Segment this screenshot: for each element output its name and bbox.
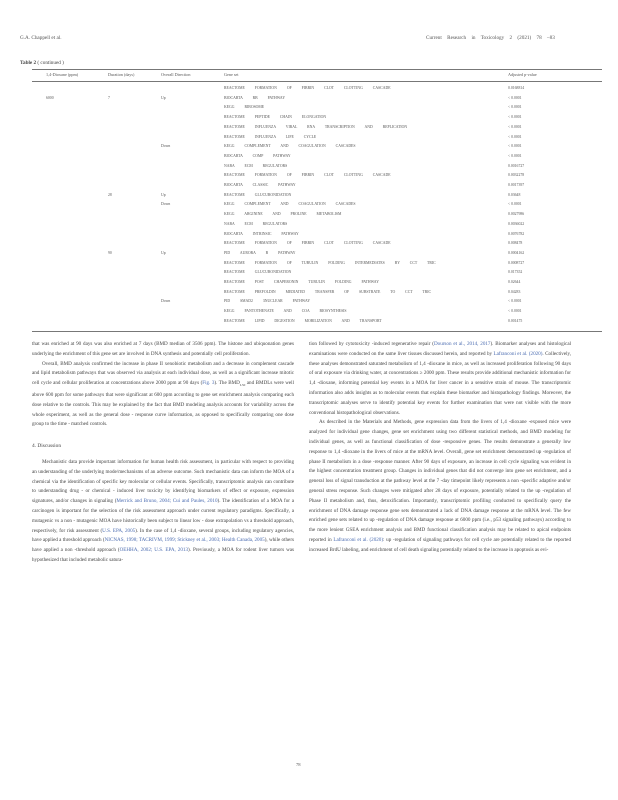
table-title (20, 60, 64, 66)
col-head-dose: 1,4-Dioxane (ppm) (46, 72, 79, 77)
text-run: ). The identification of a MOA for a carcinogen is important for the selection of the risk assessment approach under current regulatory paradigms. Specifically, a mutagenic vs a non - mutagenic MOA have historically been subject to linear low - dose extrapolation vs a threshold approach, respectively, for risk assessment ( (32, 498, 294, 534)
table-row (0, 86, 618, 93)
body-column-right (309, 340, 571, 556)
cell-direction: Down (161, 299, 171, 304)
cell-p-value: 0.02644 (508, 280, 521, 284)
citation-link[interactable]: U.S. EPA, 2005 (102, 527, 136, 534)
text-run: ). The BMD (214, 380, 240, 387)
section-heading-discussion: 4. Discussion (32, 443, 62, 450)
cell-p-value: 0.04283 (508, 289, 521, 294)
citation-link[interactable]: NICNAS, 1998; TACRIVM, 1999; Stickney et al., 2003; Health Canada, 2005 (104, 537, 265, 544)
table-row (0, 173, 618, 180)
cell-duration: 7 (108, 95, 110, 100)
table-row (0, 251, 618, 258)
cell-gene-set: REACTOME INFLUENZA LIFE CYCLE (224, 134, 317, 139)
cell-gene-set: REACTOME PEPTIDE CHAIN ELONGATION (224, 115, 327, 120)
text-run: : up -regulation of signaling pathways for cell cycle are potentially related to the reported increased BrdU labeling, and enrichment of cell death signaling potentially related to the increase in apoptosis as evi- (309, 536, 571, 553)
table-row (0, 135, 618, 142)
cell-p-value: < 0.0001 (508, 144, 522, 149)
table-row (0, 193, 618, 200)
paragraph (309, 418, 571, 555)
running-header-journal: Current Research in Toxicology 2 (2021) 78 –83 (426, 35, 555, 41)
table-row (0, 319, 618, 326)
table-row (0, 125, 618, 132)
table-row (0, 154, 618, 161)
paragraph: that was enriched at 90 days was also enriched at 7 days (BMD median of 3506 ppm). The histone and ubiquonation genes underlying the enrichment of this gene set are involved in DNA synthesis and potentially cell proliferation. (32, 341, 294, 357)
table-row (0, 164, 618, 171)
cell-gene-set: BIOCARTA CLASSIC PATHWAY (224, 183, 296, 187)
cell-direction: Down (161, 202, 171, 207)
table-row (0, 115, 618, 122)
cell-p-value: < 0.0001 (508, 134, 522, 139)
cell-gene-set: REACTOME FORMATION OF FIBRIN CLOT CLOTTING CASCADE (224, 173, 391, 178)
text-run: ). Previously, a MOA for rodent liver tumors was hypothesized that included metabolic satura- (32, 547, 294, 563)
cell-gene-set: BIOCARTA INTRINSIC PATHWAY (224, 231, 299, 236)
text-run: As described in the Materials and Methods, gene expression data from the livers of 1,4 -dioxane -exposed mice were analyzed for individual gene changes, gene set enrichment using two different statistical methods, and BMD modeling for individual genes, as well as functional classification of dose -responsive genes. The results demonstrate a generally low response to 1,4 -dioxane in the livers of mice at the mRNA level. Overall, gene set enrichment demonstrated up -regulation of phase II metabolism in a dose -response manner. After 90 days of exposure, an increase in cell cycle signaling was evident in the highest concentration treatment group. Changes in individual genes that did not converge into gene set enrichment, and a general loss of signal transduction at the pathway level at the 7 -day timepoint likely represents a non -specific adaptive and/or general stress response. Such changes were mitigated after 28 days of exposure, potentially related to the up -regulation of Phase II metabolism and, thus, detoxification. Importantly, transcriptomic profiling conducted to specifically query the enrichment of DNA damage response gene sets demonstrated a lack of DNA damage response at the mRNA level. The few enriched gene sets related to up -regulation of DNA damage response at 6000 ppm (i.e., p53 signaling pathways) according to the more lenient GSEA enrichment analysis and BMD functional classification analysis may be related to apical endpoints reported in (309, 419, 571, 543)
table-row (0, 183, 618, 190)
cell-p-value: 0.008478 (508, 241, 523, 246)
cell-gene-set: NABA ECM REGULATORS (224, 163, 288, 168)
cell-p-value: < 0.0001 (508, 202, 522, 207)
cell-gene-set: REACTOME LIPID DIGESTION MOBILIZATION AND TRANSPORT (224, 318, 382, 323)
paragraph (32, 458, 294, 566)
cell-duration: 90 (108, 250, 112, 255)
cell-p-value: < 0.0001 (508, 95, 522, 100)
text-run: . Collectively, these analyses demonstrated saturated metabolism of 1,4 -dioxane in mice, as well as increased proliferation following 90 days of oral exposure via drinking water, at concentrations ≥ 2000 ppm. These results provide additional mechanistic information for 1,4 -dioxane, informing potential key events in a MOA for liver cancer in a sensitive strain of mouse. The transcriptomic information also adds insights as to molecular events that explain these biomarker and histopathology findings. Moreover, the transcriptomic analyses serve to identify potential key events for further examination that were not visible with the more conventional histopathological observations. (309, 350, 571, 416)
cell-gene-set: REACTOME FORMATION OF TUBULIN FOLDING INTERMEDIATES BY CCT TRIC (224, 260, 436, 265)
subscript: L50 (239, 383, 246, 388)
table-row (0, 212, 618, 219)
text-run: Overall, BMD analysis confirmed the increase in phase II xenobiotic metabolism and a decrease in complement cascade and lipid metabolism pathways that was observed via analysis at each individual dose, as well as a significant increase mitotic cell cycle and cellular proliferation at concentrations above 2000 ppm at 90 days ( (32, 360, 294, 387)
cell-p-value: < 0.0001 (508, 309, 522, 314)
cell-p-value: < 0.0001 (508, 153, 522, 158)
table-row (0, 261, 618, 268)
citation-link[interactable]: OEHHA, 2002; U.S. EPA, 2013 (119, 547, 188, 554)
cell-p-value: 0.0036022 (508, 221, 525, 226)
col-head-direction: Overall Direction (161, 72, 191, 77)
table-row (0, 270, 618, 277)
cell-p-value: 0.0168814 (508, 86, 525, 90)
citation-link[interactable]: Merrick and Bruno, 2004; Cui and Paules, 2010 (116, 498, 218, 505)
table-bottom-rule (32, 331, 602, 332)
cell-gene-set: REACTOME FORMATION OF FIBRIN CLOT CLOTTING CASCADE (224, 241, 391, 246)
table-header-rule (32, 81, 602, 82)
paragraph (32, 360, 294, 431)
cell-p-value: 0.0008727 (508, 260, 525, 265)
cell-gene-set: REACTOME GLUCURONIDATION (224, 192, 292, 197)
cell-p-value: 0.0027986 (508, 212, 525, 217)
citation-link[interactable]: Lafranconi et al. (2020) (493, 350, 543, 357)
body-column-left (32, 340, 294, 566)
text-run: ), while others have applied a non -threshold approach ( (32, 537, 294, 554)
citation-link[interactable]: Lafranconi et al. (2020) (333, 536, 384, 543)
table-row (0, 241, 618, 248)
cell-gene-set: REACTOME INFLUENZA VIRAL RNA TRANSCRIPTION AND REPLICATION (224, 124, 408, 129)
citation-link[interactable]: Dourson et al., 2014, 2017 (433, 341, 491, 347)
cell-gene-set: REACTOME POST CHAPERONIN TUBULIN FOLDING PATHWAY (224, 280, 379, 284)
cell-gene-set: BIOCARTA COMP PATHWAY (224, 153, 291, 158)
cell-p-value: 0.0016727 (508, 163, 525, 168)
cell-p-value: 0.03648 (508, 192, 521, 197)
table-row (0, 290, 618, 297)
cell-gene-set: KEGG PANTOTHENATE AND COA BIOSYNTHESIS (224, 309, 347, 314)
cell-p-value: < 0.0001 (508, 115, 522, 120)
cell-p-value: 0.0004162 (508, 250, 525, 255)
table-continued: ( continued ) (37, 60, 64, 66)
running-header-authors: G.A. Chappell et al. (20, 35, 62, 41)
cell-gene-set: PID AURORA B PATHWAY (224, 250, 296, 255)
cell-gene-set: PID SMAD2 3NUCLEAR PATHWAY (224, 299, 311, 304)
text-run: Mechanistic data provide important information for human health risk assessment, in particular with respect to providing an understanding of the underlying mode/mechanisms of an adverse outcome. Such mechanistic data can inform the MOA of a chemical via the identification of specific key molecular or cellular events. Specifically, transcriptomic analysis can contribute to understanding drug - or chemical - induced liver toxicity by identifying biomarkers of effect or exposure, expression signatures, and/or changes in signaling ( (32, 458, 294, 505)
text-run: tion followed by cytotoxicity -induced regenerative repair ( (309, 341, 434, 347)
table-row (0, 299, 618, 306)
cell-duration: 28 (108, 192, 112, 197)
cell-gene-set: KEGG RIBOSOME (224, 105, 265, 110)
col-head-p-value: Adjusted p-value (508, 72, 537, 77)
cell-direction: Up (161, 192, 166, 197)
figure-link[interactable]: Fig. 3 (202, 380, 215, 387)
table-top-rule (32, 69, 602, 70)
table-row (0, 309, 618, 316)
cell-p-value: < 0.0001 (508, 124, 522, 129)
cell-p-value: 0.001475 (508, 318, 523, 323)
text-run: ). In the case of 1,4 -dioxane, several groups, including regulatory agencies, have applied a threshold approach ( (32, 527, 294, 544)
cell-p-value: 0.0017397 (508, 183, 525, 187)
cell-direction: Down (161, 144, 171, 149)
table-row (0, 96, 618, 103)
cell-gene-set: NABA ECM REGULATORS (224, 221, 288, 226)
cell-dose: 6000 (46, 95, 54, 100)
cell-p-value: 0.0032278 (508, 173, 525, 178)
cell-gene-set: REACTOME GLUCURONIDATION (224, 270, 292, 275)
cell-p-value: < 0.0001 (508, 105, 522, 110)
table-row (0, 280, 618, 287)
cell-gene-set: REACTOME PREFOLDIN MEDIATED TRANSFER OF SUBSTRATE TO CCT TRIC (224, 289, 432, 294)
col-head-duration: Duration (days) (108, 72, 135, 77)
paragraph (309, 340, 571, 418)
cell-gene-set: REACTOME FORMATION OF FIBRIN CLOT CLOTTING CASCADE (224, 86, 391, 90)
table-row (0, 222, 618, 229)
cell-p-value: 0.0076782 (508, 231, 525, 236)
cell-p-value: 0.017352 (508, 270, 523, 275)
cell-p-value: < 0.0001 (508, 299, 522, 304)
table-row (0, 232, 618, 239)
table-row (0, 144, 618, 151)
text-run: and BMDLs were well above 600 ppm for some pathways that were significant at 600 ppm according to gene set enrichment analysis comparing each dose relative to the controls. This may be explained by the fact that BMD modeling analysis accounts for variability across the whole experiment, as well as the general dose - response curve information, as opposed to specifically comparing one dose group to the time - matched controls. (32, 380, 295, 428)
cell-gene-set: KEGG ARGININE AND PROLINE METABOLISM (224, 212, 342, 217)
table-row (0, 202, 618, 209)
page-number: 78 (296, 762, 301, 767)
cell-gene-set: KEGG COMPLEMENT AND COAGULATION CASCADES (224, 202, 356, 207)
cell-gene-set: KEGG COMPLEMENT AND COAGULATION CASCADES (224, 144, 356, 149)
table-label: Table 2 (20, 60, 37, 66)
col-head-gene-set: Gene set (224, 72, 239, 77)
text-run: ). Biomarker analyses and histological examinations were conducted on the same liver tissues discussed herein, and reported by (309, 341, 571, 357)
cell-direction: Up (161, 95, 166, 100)
table-row (0, 105, 618, 112)
cell-direction: Up (161, 250, 166, 255)
cell-gene-set: BIOCARTA RB PATHWAY (224, 95, 286, 100)
